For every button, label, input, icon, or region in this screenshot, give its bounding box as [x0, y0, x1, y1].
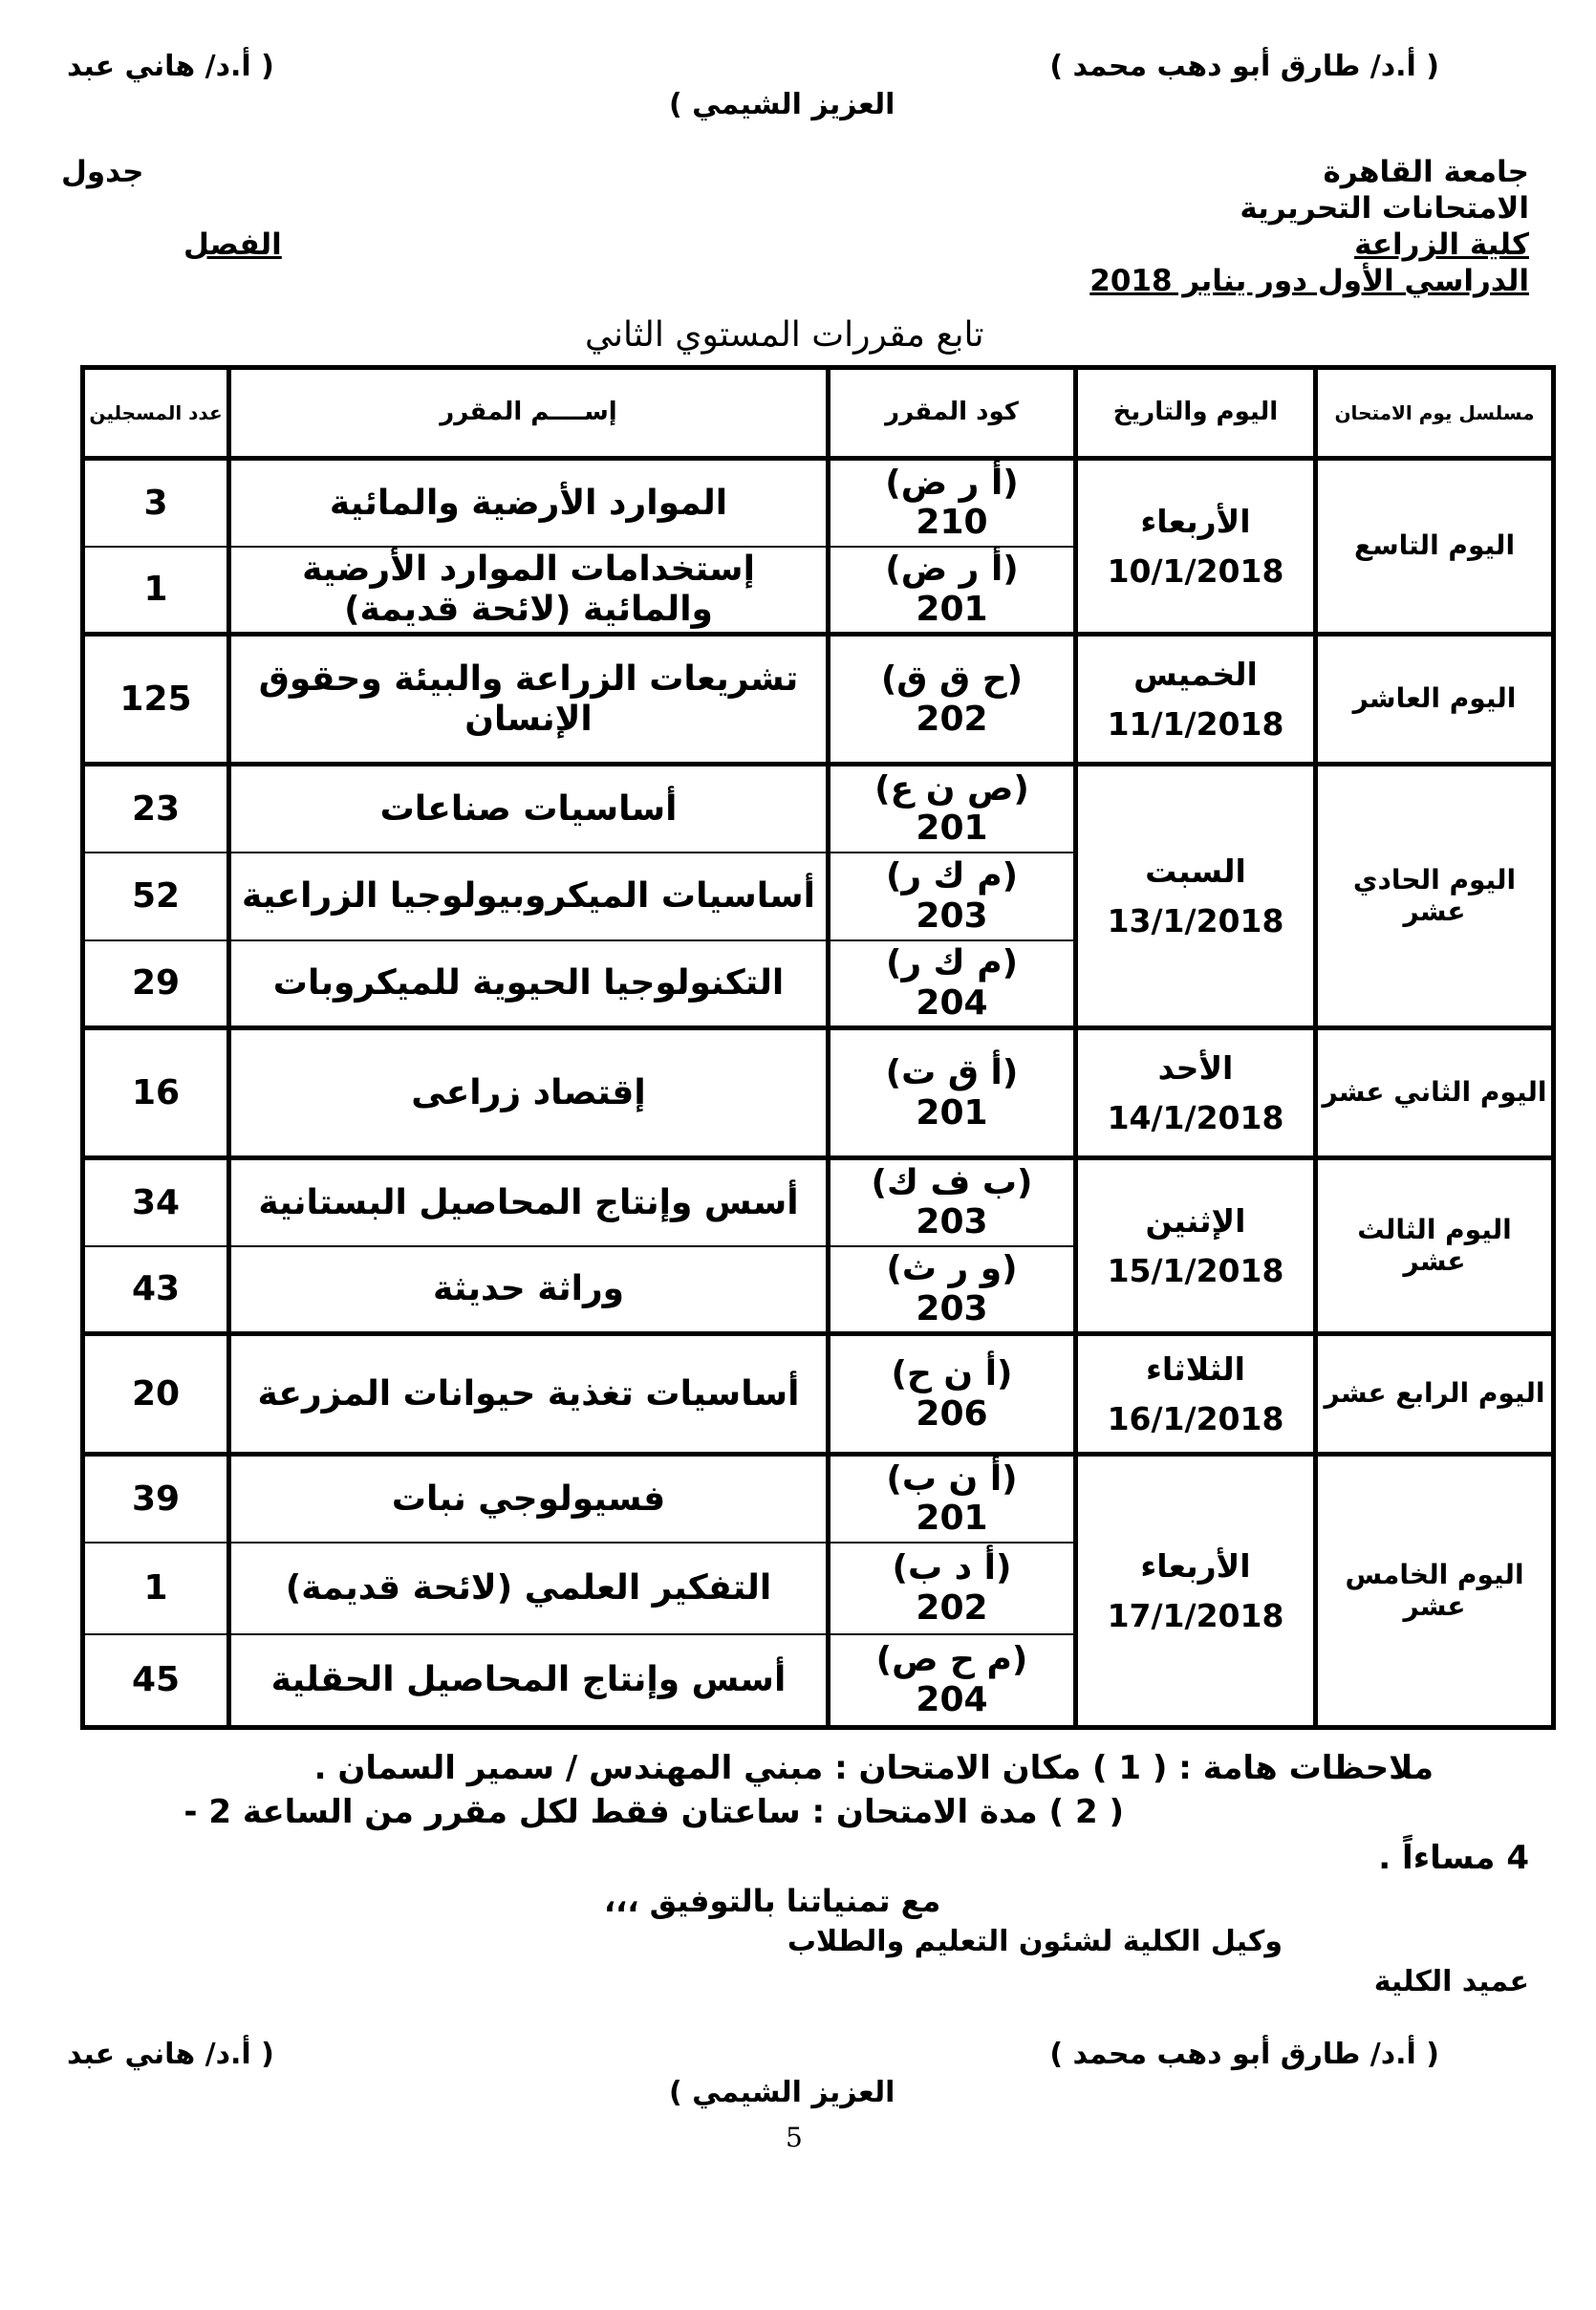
course-code — [829, 459, 1076, 547]
semester-word: الفصل — [183, 227, 282, 262]
registered-count: 16 — [83, 1028, 229, 1158]
signature-dean-top-cont: العزيز الشيمي ) — [669, 88, 895, 121]
faculty-name: كلية الزراعة — [1354, 227, 1529, 262]
registered-count: 23 — [83, 765, 229, 853]
course-code — [829, 1334, 1076, 1455]
table-row — [83, 459, 1554, 547]
course-name: وراثة حديثة — [229, 1246, 829, 1334]
course-code-abbr: (أ ن ح) — [891, 1354, 1013, 1394]
course-name: الموارد الأرضية والمائية — [229, 459, 829, 547]
day-name: السبت — [1145, 852, 1246, 890]
exam-day-date — [1076, 1158, 1316, 1334]
course-code — [829, 547, 1076, 635]
course-name: أساسيات تغذية حيوانات المزرعة — [229, 1334, 829, 1455]
course-name: التكنولوجيا الحيوية للميكروبات — [229, 940, 829, 1028]
course-name: أسس وإنتاج المحاصيل البستانية — [229, 1158, 829, 1246]
course-code-number: 202 — [916, 1587, 988, 1628]
course-code — [829, 853, 1076, 940]
registered-count: 45 — [83, 1634, 229, 1728]
course-code — [829, 635, 1076, 765]
table-row — [83, 765, 1554, 853]
table-subtitle: تابع مقررات المستوي الثاني — [585, 315, 984, 355]
course-name: التفكير العلمي (لائحة قديمة) — [229, 1543, 829, 1634]
table-row — [83, 635, 1554, 765]
exam-day-date — [1076, 459, 1316, 635]
exam-day-serial: اليوم الثاني عشر — [1316, 1028, 1554, 1158]
registered-count: 29 — [83, 940, 229, 1028]
exam-date: 16/1/2018 — [1107, 1399, 1284, 1437]
course-code-number: 201 — [916, 809, 988, 849]
course-code — [829, 940, 1076, 1028]
table-row — [83, 1028, 1554, 1158]
course-code-number: 201 — [916, 1499, 988, 1539]
course-code-abbr: (أ ق ت) — [885, 1053, 1019, 1093]
signature-vice-dean-bottom: ( أ.د/ طارق أبو دهب محمد ) — [1049, 2038, 1439, 2071]
course-code-number: 201 — [916, 589, 988, 629]
course-code — [829, 765, 1076, 853]
course-code-abbr: (أ ن ب) — [886, 1458, 1018, 1499]
course-code-number: 201 — [916, 1092, 988, 1133]
header-registered-count: عدد المسجلين — [83, 368, 229, 459]
course-name: أسس وإنتاج المحاصيل الحقلية — [229, 1634, 829, 1728]
course-code-abbr: (ب ف ك) — [871, 1162, 1033, 1202]
course-code-abbr: (ص ن ع) — [874, 768, 1029, 809]
day-name: الخميس — [1133, 655, 1258, 693]
course-code-abbr: (م ح ص) — [875, 1640, 1028, 1680]
course-code-number: 210 — [916, 503, 988, 543]
page-number: 5 — [786, 2122, 803, 2153]
course-code-number: 204 — [916, 982, 988, 1023]
header-course-name: إســــم المقرر — [229, 368, 829, 459]
day-name: الأحد — [1157, 1048, 1234, 1087]
term-info: الدراسي الأول دور يناير 2018 — [1089, 264, 1529, 298]
exam-day-date — [1076, 1455, 1316, 1728]
registered-count: 39 — [83, 1455, 229, 1543]
note-location: ملاحظات هامة : ( 1 ) مكان الامتحان : مبني المهندس / سمير السمان . — [313, 1749, 1434, 1787]
course-code — [829, 1455, 1076, 1543]
course-code-abbr: (أ د ب) — [892, 1548, 1012, 1588]
closing-wishes: مع تمنياتنا بالتوفيق ،،، — [604, 1883, 941, 1919]
course-name: تشريعات الزراعة والبيئة وحقوق الإنسان — [229, 635, 829, 765]
day-name: الأربعاء — [1140, 502, 1251, 540]
exam-table-body — [83, 459, 1554, 1728]
course-code-abbr: (م ك ر) — [885, 943, 1019, 983]
course-code-number: 202 — [916, 699, 988, 739]
course-code — [829, 1028, 1076, 1158]
exam-day-serial: اليوم الرابع عشر — [1316, 1334, 1554, 1455]
registered-count: 34 — [83, 1158, 229, 1246]
registered-count: 1 — [83, 547, 229, 635]
course-name: إقتصاد زراعى — [229, 1028, 829, 1158]
exam-day-serial: اليوم الحادي عشر — [1316, 765, 1554, 1028]
signature-dean-bottom-cont: العزيز الشيمي ) — [669, 2076, 895, 2109]
table-row — [83, 1158, 1554, 1246]
exam-date: 10/1/2018 — [1107, 551, 1284, 590]
exam-day-serial: اليوم الخامس عشر — [1316, 1455, 1554, 1728]
course-code-abbr: (و ر ث) — [886, 1249, 1018, 1289]
table-row — [83, 1455, 1554, 1543]
course-code-number: 206 — [916, 1393, 988, 1434]
header-serial: مسلسل يوم الامتحان — [1316, 368, 1554, 459]
table-row — [83, 1334, 1554, 1455]
signature-dean-top: ( أ.د/ هاني عبد — [67, 50, 274, 83]
exam-day-date — [1076, 765, 1316, 1028]
exam-date: 14/1/2018 — [1107, 1098, 1284, 1136]
registered-count: 52 — [83, 853, 229, 940]
course-name: فسيولوجي نبات — [229, 1455, 829, 1543]
exam-day-serial: اليوم الثالث عشر — [1316, 1158, 1554, 1334]
course-code-number: 203 — [916, 1202, 988, 1242]
university-name: جامعة القاهرة — [1323, 155, 1529, 189]
registered-count: 1 — [83, 1543, 229, 1634]
exam-day-serial: اليوم التاسع — [1316, 459, 1554, 635]
note-duration: ( 2 ) مدة الامتحان : ساعتان فقط لكل مقرر من الساعة 2 - — [183, 1793, 1124, 1831]
course-code-number: 204 — [916, 1679, 988, 1719]
course-name: إستخدامات الموارد الأرضية والمائية (لائحة قديمة) — [229, 547, 829, 635]
course-code — [829, 1543, 1076, 1634]
exam-date: 15/1/2018 — [1107, 1251, 1284, 1289]
exam-date: 11/1/2018 — [1107, 704, 1284, 743]
header-code: كود المقرر — [829, 368, 1076, 459]
course-code — [829, 1246, 1076, 1334]
exams-title: الامتحانات التحريرية — [1240, 191, 1529, 226]
vice-dean-title: وكيل الكلية لشئون التعليم والطلاب — [787, 1925, 1283, 1958]
registered-count: 43 — [83, 1246, 229, 1334]
exam-day-date — [1076, 1334, 1316, 1455]
course-code-number: 203 — [916, 1288, 988, 1328]
registered-count: 20 — [83, 1334, 229, 1455]
day-name: الأربعاء — [1140, 1546, 1251, 1585]
note-duration-end: 4 مساءاً . — [1378, 1839, 1529, 1877]
course-code — [829, 1634, 1076, 1728]
course-name: أساسيات صناعات — [229, 765, 829, 853]
course-code-abbr: (أ ر ض) — [885, 463, 1019, 503]
exam-date: 13/1/2018 — [1107, 901, 1284, 939]
signature-vice-dean-top: ( أ.د/ طارق أبو دهب محمد ) — [1049, 50, 1439, 83]
header-day-date: اليوم والتاريخ — [1076, 368, 1316, 459]
dean-title: عميد الكلية — [1373, 1965, 1529, 1998]
day-name: الثلاثاء — [1146, 1349, 1245, 1388]
exam-day-date — [1076, 635, 1316, 765]
table-header-row — [83, 368, 1554, 459]
course-code — [829, 1158, 1076, 1246]
day-name: الإثنين — [1145, 1201, 1246, 1240]
registered-count: 125 — [83, 635, 229, 765]
course-code-abbr: (أ ر ض) — [885, 550, 1019, 590]
course-name: أساسيات الميكروبيولوجيا الزراعية — [229, 853, 829, 940]
signature-dean-bottom: ( أ.د/ هاني عبد — [67, 2038, 274, 2071]
exam-date: 17/1/2018 — [1107, 1596, 1284, 1634]
exam-day-serial: اليوم العاشر — [1316, 635, 1554, 765]
registered-count: 3 — [83, 459, 229, 547]
course-code-abbr: (م ك ر) — [885, 856, 1019, 896]
exam-day-date — [1076, 1028, 1316, 1158]
schedule-word: جدول — [61, 155, 144, 189]
course-code-number: 203 — [916, 896, 988, 936]
exam-schedule-table — [80, 365, 1556, 1730]
course-code-abbr: (ح ق ق) — [880, 659, 1024, 700]
